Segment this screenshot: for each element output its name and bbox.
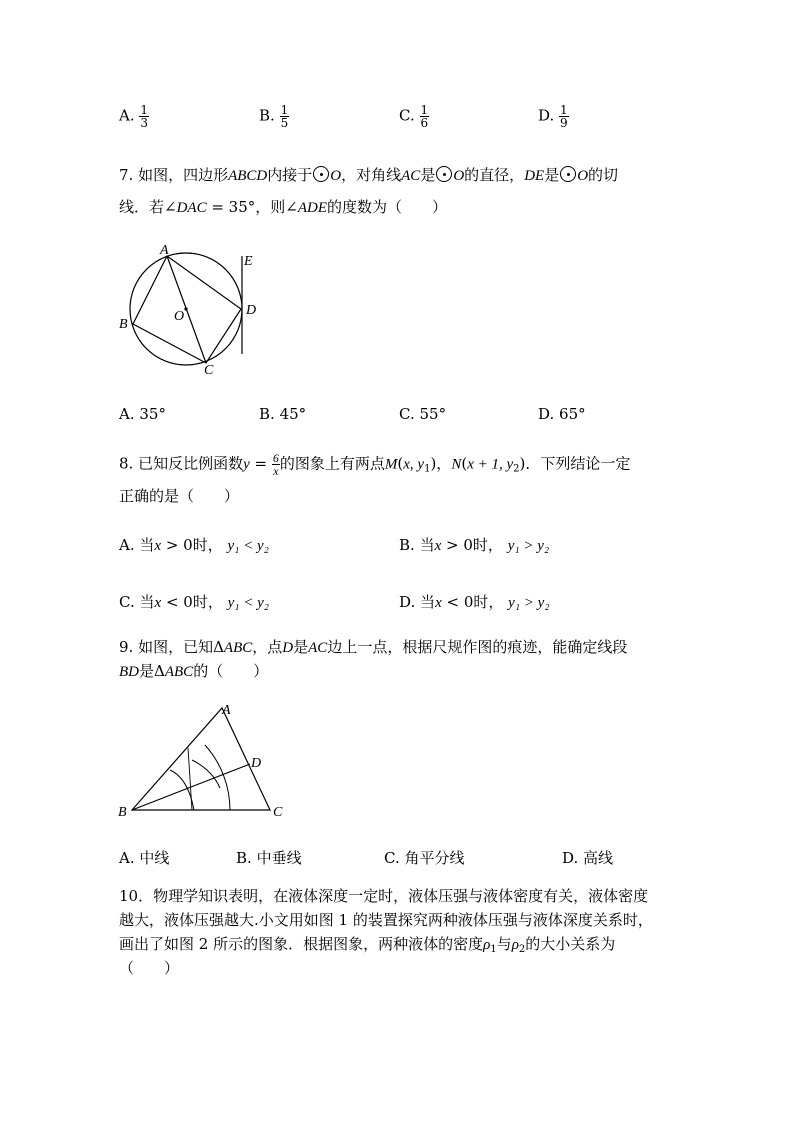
text: 是 <box>420 166 436 184</box>
text: 边上一点，根据尺规作图的痕迹，能确定线段 <box>327 638 628 656</box>
option-label: A. <box>119 106 135 125</box>
text: 的（ ） <box>193 662 269 680</box>
text: 7. 如图，四边形 <box>119 166 229 184</box>
option-text: 55° <box>419 405 447 423</box>
numerator: 1 <box>140 103 149 117</box>
text: 线．若∠ <box>119 198 177 216</box>
q9-option-d <box>562 847 613 868</box>
text: = 35°，则∠ <box>206 198 298 216</box>
option-text: 45° <box>279 405 307 423</box>
text: < 0时， <box>441 593 504 611</box>
math: D <box>282 640 294 656</box>
option-label: B. <box>399 536 415 554</box>
math: O <box>330 168 342 184</box>
text: 是 <box>293 638 309 656</box>
numerator: 6 <box>272 451 279 465</box>
label-b: B <box>118 805 127 820</box>
label-d: D <box>251 756 262 771</box>
denominator: 9 <box>560 116 568 130</box>
option-text: 高线 <box>583 849 614 867</box>
q7-option-a <box>119 405 166 423</box>
option-text: 角平分线 <box>404 849 465 867</box>
q8-stem-line1: 8. 已知反比例函数y = $\frac{6}{x}$ 的图象上有两点M(x, $y_1$)，N(x + 1, $y_2$)．下列结论一定 <box>119 451 631 478</box>
text: 的图象上有两点 <box>279 454 385 473</box>
math: y <box>243 456 250 473</box>
fraction <box>272 452 280 477</box>
option-label: A. <box>119 849 135 867</box>
text: 内接于 <box>267 166 313 184</box>
math: x <box>154 538 162 554</box>
q7-option-b <box>259 405 306 423</box>
option-text: 中垂线 <box>256 849 302 867</box>
text: 是 <box>544 166 560 184</box>
q9-option-a <box>119 847 169 868</box>
math: BD <box>119 664 139 680</box>
fraction <box>280 104 290 129</box>
q10-stem-line3 <box>119 933 615 955</box>
text: 画出了如图 2 所示的图象．根据图象，两种液体的密度 <box>119 935 484 953</box>
segment-bd <box>132 764 250 810</box>
math: AC <box>401 168 421 184</box>
option-label: D. <box>538 405 555 423</box>
numerator: 1 <box>280 103 289 117</box>
construction-arc-large <box>205 745 230 810</box>
q8-stem-line2: 正确的是（ ） <box>119 487 240 505</box>
math: y₁ > y₂ <box>508 595 550 611</box>
subscript: 1 <box>490 944 497 955</box>
label-a: A <box>222 703 231 718</box>
numerator: 1 <box>560 103 568 117</box>
q9-stem-line2 <box>119 660 268 681</box>
math: ADE <box>297 200 328 216</box>
circle-dot-icon <box>436 166 452 182</box>
q7-stem-line1 <box>119 164 618 185</box>
fraction <box>559 104 569 129</box>
math: y₁ > y₂ <box>507 538 550 554</box>
q9-option-c <box>384 847 465 868</box>
option-label: A. <box>119 405 135 423</box>
option-text: 65° <box>559 405 586 423</box>
text: 当 <box>419 536 435 554</box>
subscript: 2 <box>518 944 526 955</box>
label-b: B <box>119 317 128 332</box>
option-label: C. <box>399 405 415 423</box>
label-o: O <box>174 309 185 324</box>
text: ，对角线 <box>341 166 402 184</box>
text: 与 <box>496 935 512 953</box>
option-label: D. <box>399 593 416 611</box>
circle-dot-icon <box>560 166 576 182</box>
text: 8. 已知反比例函数 <box>119 454 244 473</box>
math: DE <box>524 168 545 184</box>
label-c: C <box>204 363 214 378</box>
text: > 0时， <box>441 536 503 554</box>
q7-stem-line2 <box>119 196 447 217</box>
text: 是Δ <box>139 662 165 680</box>
option-text: 35° <box>139 405 166 423</box>
denominator: x <box>273 464 279 478</box>
construction-line <box>188 748 192 810</box>
q6-option-d <box>538 104 569 129</box>
option-label: A. <box>119 536 135 554</box>
text: 当 <box>139 536 155 554</box>
q8-option-c <box>119 591 269 612</box>
triangle-abc <box>132 708 270 810</box>
math: x <box>154 595 162 611</box>
denominator: 3 <box>140 116 149 130</box>
math: O <box>577 168 589 184</box>
option-label: C. <box>384 849 400 867</box>
math: x <box>434 538 442 554</box>
text: ，点 <box>252 638 283 656</box>
option-label: B. <box>259 106 275 125</box>
math: ρ <box>511 937 519 953</box>
math: y₁ < y₂ <box>227 595 269 611</box>
text: > 0时， <box>161 536 223 554</box>
label-a: A <box>160 243 169 258</box>
option-label: D. <box>538 106 555 125</box>
construction-arc-right <box>192 760 220 788</box>
numerator: 1 <box>420 103 429 117</box>
math: y₁ < y₂ <box>227 538 269 554</box>
option-label: B. <box>236 849 252 867</box>
math: M <box>384 456 398 473</box>
option-label: C. <box>399 106 415 125</box>
option-label: C. <box>119 593 135 611</box>
text: < 0时， <box>161 593 223 611</box>
text: ．下列结论一定 <box>525 454 631 473</box>
math: x <box>435 595 442 611</box>
q6-option-b <box>259 104 289 129</box>
q10-stem-line2: 越大，液体压强越大.小文用如图 1 的装置探究两种液体压强与液体深度关系时， <box>119 911 653 929</box>
q8-option-b <box>399 534 549 555</box>
fraction <box>420 104 430 129</box>
q8-option-d <box>399 591 550 612</box>
q10-stem-line1: 10．物理学知识表明，在液体深度一定时，液体压强与液体密度有关，液体密度 <box>119 887 649 905</box>
option-text: 中线 <box>139 849 170 867</box>
math: ABC <box>223 640 253 656</box>
text: 当 <box>420 593 436 611</box>
text: 的直径， <box>464 166 525 184</box>
q9-option-b <box>236 847 302 868</box>
circle-dot-icon <box>313 166 329 182</box>
q6-option-a <box>119 104 149 129</box>
text: 的大小关系为 <box>525 935 616 953</box>
option-label: B. <box>259 405 275 423</box>
label-e: E <box>244 254 253 269</box>
math: AC <box>308 640 328 656</box>
math: ABCD <box>228 168 268 184</box>
subscript: 1 <box>424 463 431 475</box>
label-d: D <box>246 303 257 318</box>
q7-figure <box>110 240 270 380</box>
denominator: 5 <box>280 116 289 130</box>
text: 的度数为（ ） <box>327 198 448 216</box>
text: 当 <box>139 593 155 611</box>
math: x, y <box>403 456 425 473</box>
q9-stem-line1 <box>119 636 627 657</box>
math: ABC <box>164 664 194 680</box>
center-dot <box>184 307 187 310</box>
q8-option-a <box>119 534 269 555</box>
option-label: D. <box>562 849 579 867</box>
label-c: C <box>273 805 283 820</box>
text: 9. 如图，已知Δ <box>119 638 224 656</box>
q9-figure <box>112 700 292 825</box>
fraction <box>139 104 149 129</box>
q7-option-c <box>399 405 446 423</box>
q10-stem-line4: （ ） <box>119 959 180 977</box>
q7-option-d <box>538 405 586 423</box>
denominator: 6 <box>420 116 429 130</box>
math: = <box>249 454 272 473</box>
math: ρ <box>483 937 491 953</box>
math: x + 1, y <box>467 456 514 473</box>
text: 的切 <box>588 166 619 184</box>
q6-option-c <box>399 104 429 129</box>
math: DAC <box>176 200 207 216</box>
math: O <box>453 168 465 184</box>
subscript: 2 <box>513 463 520 475</box>
math: N <box>451 456 462 473</box>
